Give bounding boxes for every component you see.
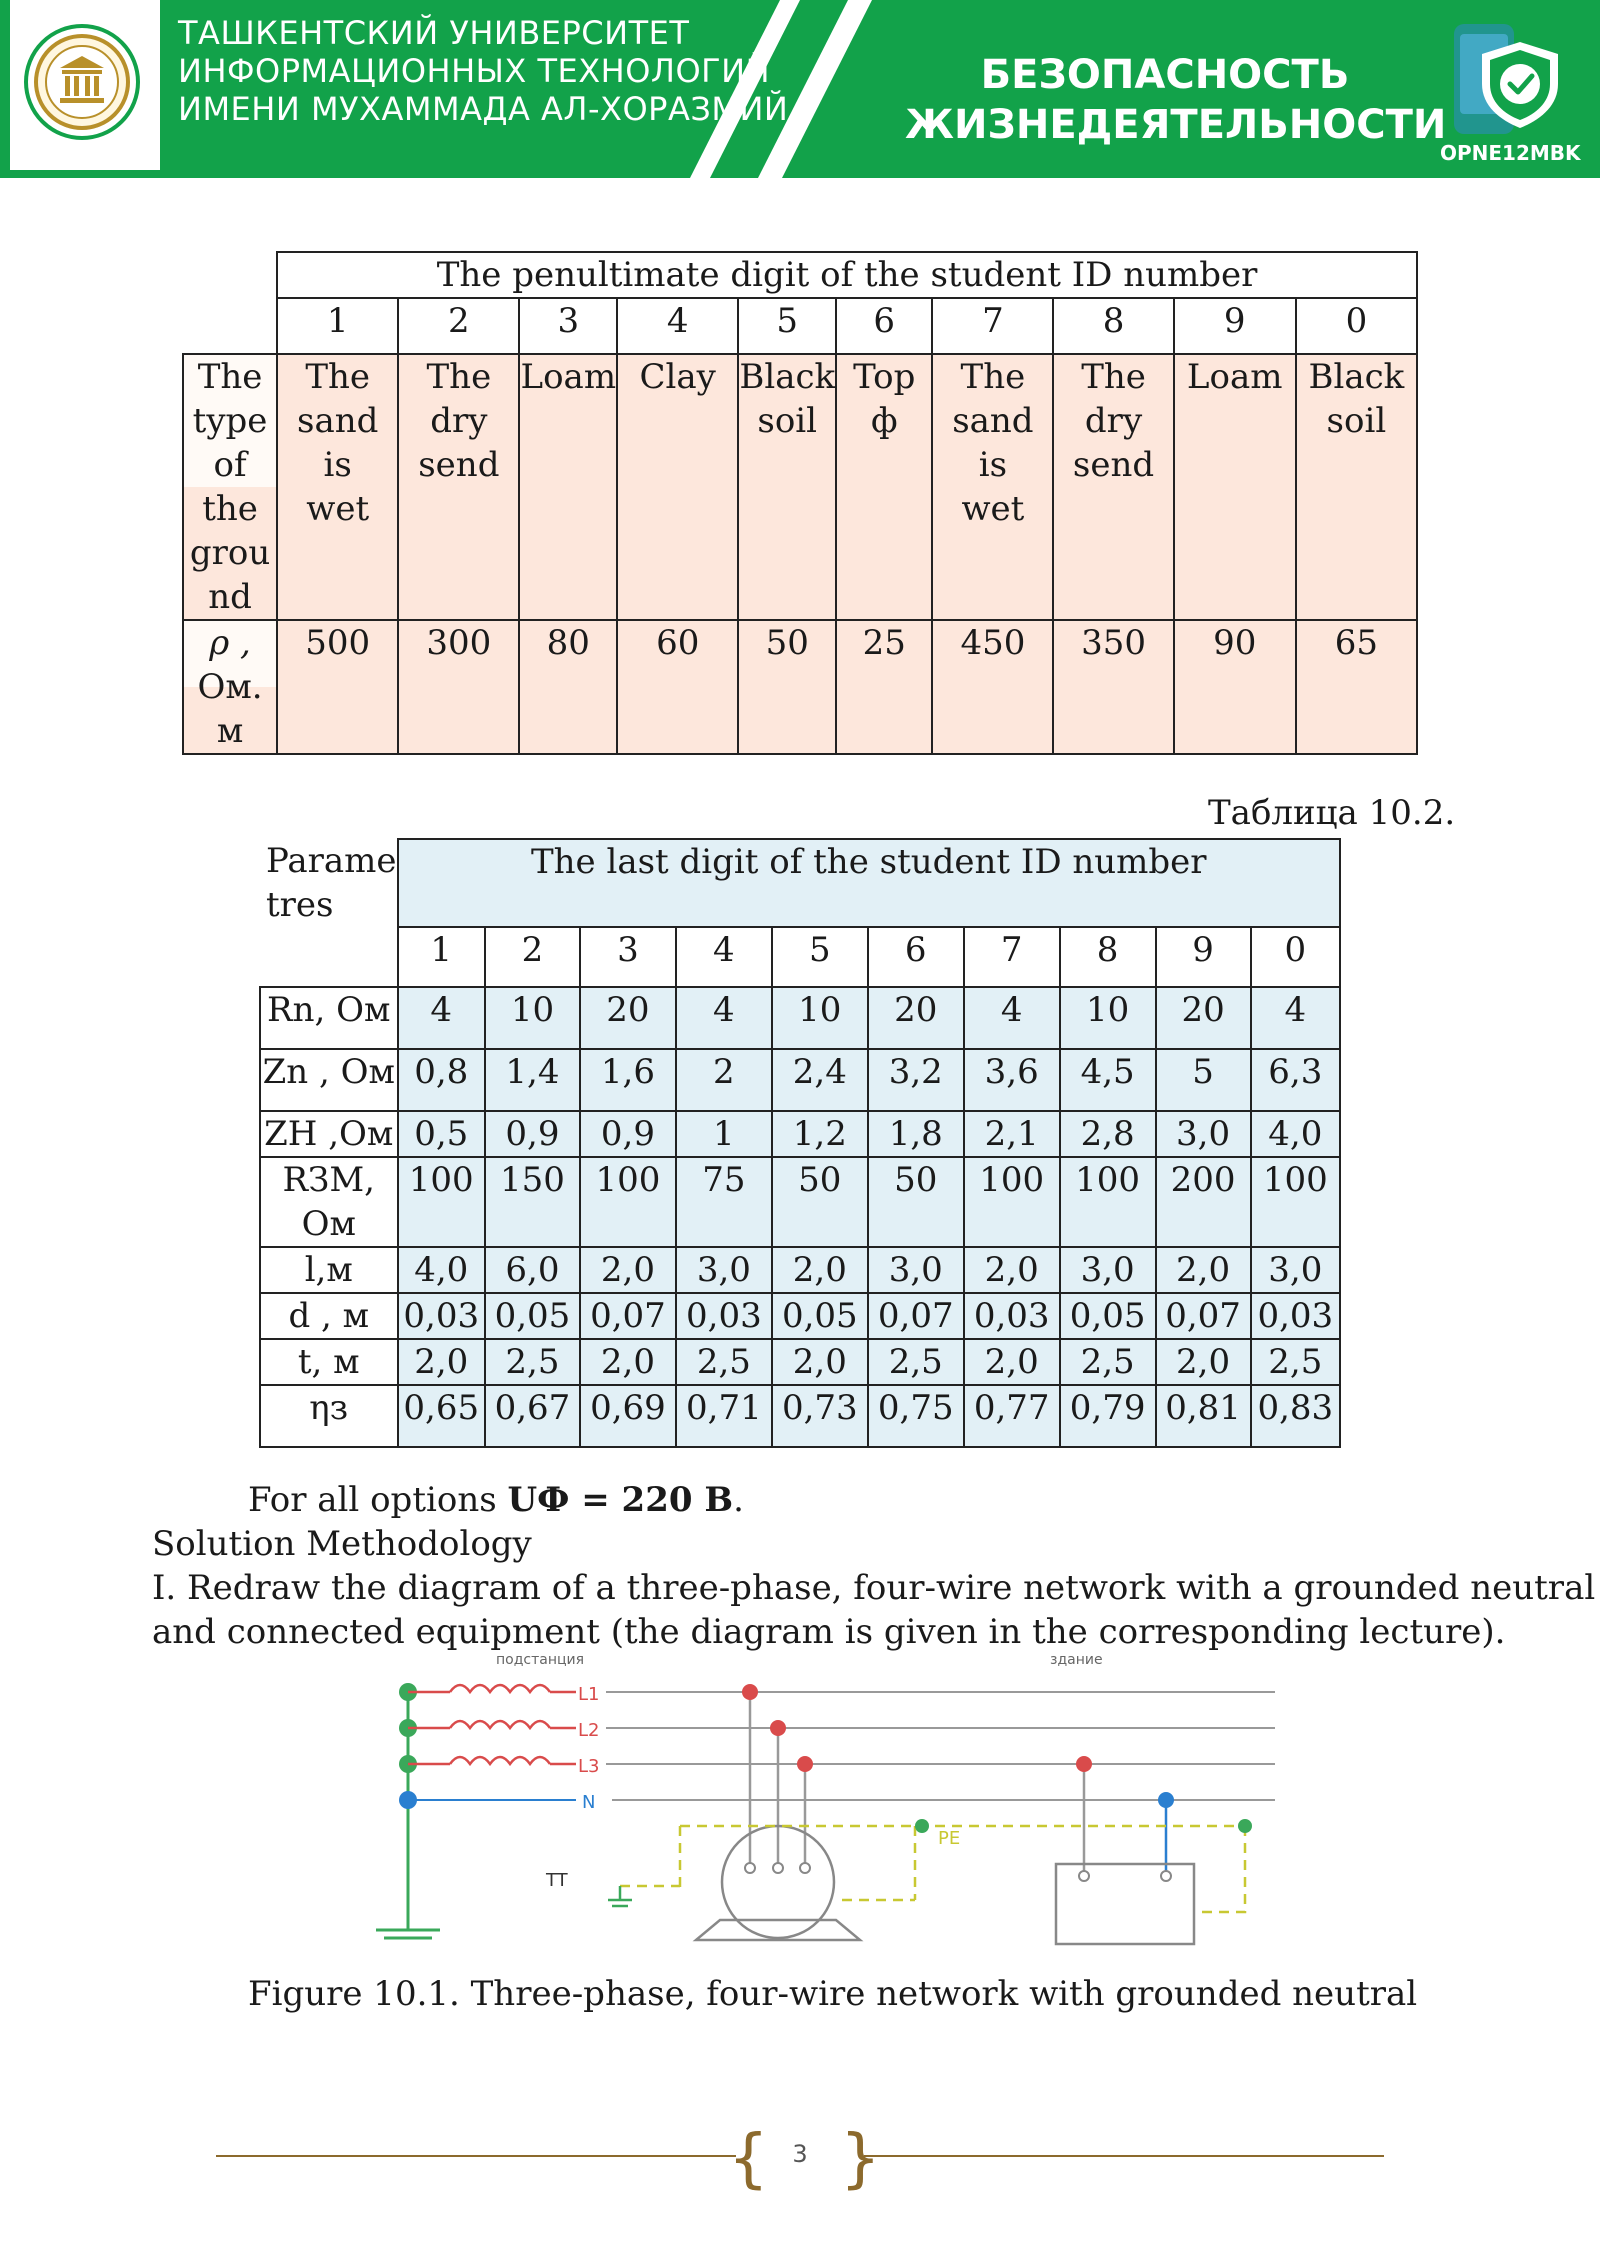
table2-digit: 3 [580, 927, 676, 987]
table2-cell: 2,0 [580, 1339, 676, 1385]
table1-digit: 0 [1296, 298, 1417, 354]
table2-digit: 8 [1060, 927, 1156, 987]
pe-node-building [1238, 1819, 1252, 1833]
table2-cell: 0,65 [398, 1385, 485, 1447]
table2-cell: 2,0 [964, 1339, 1060, 1385]
university-line-1: ТАШКЕНТСКИЙ УНИВЕРСИТЕТ [178, 14, 690, 52]
table1-digit: 7 [932, 298, 1053, 354]
table2-cell: 2,5 [1251, 1339, 1340, 1385]
table1-rho-value: 80 [519, 620, 617, 754]
corner-cell [183, 298, 277, 354]
table1-rho-value: 450 [932, 620, 1053, 754]
table2-row-label: ZН ,Ом [260, 1111, 398, 1157]
table1-soil-cell: Loam [1174, 354, 1296, 620]
table1-rho-value: 65 [1296, 620, 1417, 754]
course-title [905, 50, 1447, 150]
table2-cell: 4,5 [1060, 1049, 1156, 1111]
table2-cell: 200 [1156, 1157, 1251, 1247]
table2-cell: 4,0 [398, 1247, 485, 1293]
footer-brace-right: } [840, 2122, 881, 2196]
table2-cell: 0,03 [676, 1293, 772, 1339]
table1-rho-value: 90 [1174, 620, 1296, 754]
label-l1: L1 [578, 1684, 600, 1705]
table2-row [260, 1157, 1340, 1247]
table2-title: The last digit of the student ID number [398, 839, 1340, 927]
table2-cell: 20 [1156, 987, 1251, 1049]
table2-cell: 3,0 [1251, 1247, 1340, 1293]
table1-soil-label: The type of the grou nd [183, 354, 277, 620]
step1-line-2: and connected equipment (the diagram is given in the corresponding lecture). [152, 1612, 1506, 1652]
table1-soil-cell: The sand is wet [277, 354, 398, 620]
table2-row [260, 1049, 1340, 1111]
course-title-line-2: ЖИЗНЕДЕЯТЕЛЬНОСТИ [905, 102, 1447, 148]
table1-digit: 4 [617, 298, 738, 354]
table2-cell: 0,81 [1156, 1385, 1251, 1447]
page-number: 3 [792, 2140, 808, 2168]
table2-digit: 2 [485, 927, 580, 987]
table2-cell: 0,05 [485, 1293, 580, 1339]
table2-cell: 150 [485, 1157, 580, 1247]
table2-cell: 0,07 [1156, 1293, 1251, 1339]
label-n: N [582, 1792, 596, 1813]
equipment-box [1056, 1864, 1194, 1944]
table2-row-label: Zn , Ом [260, 1049, 398, 1111]
soil-resistivity-table [182, 251, 1418, 755]
table2-row [260, 1111, 1340, 1157]
table2-row-label: RЗМ, Ом [260, 1157, 398, 1247]
table2-cell: 3,0 [676, 1247, 772, 1293]
footer-line-left [216, 2155, 736, 2157]
table2-cell: 20 [868, 987, 964, 1049]
table2-cell: 2,5 [868, 1339, 964, 1385]
table2-cell: 2,0 [398, 1339, 485, 1385]
table2-cell: 2,0 [964, 1247, 1060, 1293]
label-tt: TT [546, 1870, 568, 1891]
table2-row [260, 987, 1340, 1049]
table2-cell: 100 [1060, 1157, 1156, 1247]
l3-building-tap [1076, 1756, 1092, 1772]
table2-cell: 0,05 [1060, 1293, 1156, 1339]
course-code: OPNE12MBK [1440, 141, 1581, 165]
table2-cell: 6,3 [1251, 1049, 1340, 1111]
table2-cell: 0,07 [580, 1293, 676, 1339]
table2-digit: 7 [964, 927, 1060, 987]
table2-cell: 0,67 [485, 1385, 580, 1447]
table2-cell: 3,0 [1156, 1111, 1251, 1157]
table2-cell: 0,03 [398, 1293, 485, 1339]
table2-row-label: t, м [260, 1339, 398, 1385]
table2-cell: 10 [1060, 987, 1156, 1049]
table2-cell: 100 [964, 1157, 1060, 1247]
table1-soil-cell: Black soil [738, 354, 836, 620]
table2-cell: 4 [676, 987, 772, 1049]
table1-rho-value: 350 [1053, 620, 1173, 754]
table1-title: The penultimate digit of the student ID number [277, 252, 1417, 298]
table2-cell: 1,6 [580, 1049, 676, 1111]
table2-cell: 50 [772, 1157, 868, 1247]
table2-row [260, 1247, 1340, 1293]
table2-cell: 3,6 [964, 1049, 1060, 1111]
label-building: здание [1050, 1652, 1103, 1668]
table2-cell: 0,07 [868, 1293, 964, 1339]
table2-cell: 2,0 [580, 1247, 676, 1293]
table2-cell: 2,5 [485, 1339, 580, 1385]
shield-check-icon [1450, 22, 1580, 140]
table2-cell: 2,4 [772, 1049, 868, 1111]
table2-digit: 0 [1251, 927, 1340, 987]
page-header [0, 0, 1600, 178]
table2-cell: 4,0 [1251, 1111, 1340, 1157]
table2-cell: 1,8 [868, 1111, 964, 1157]
table1-digit: 9 [1174, 298, 1296, 354]
table1-digit: 1 [277, 298, 398, 354]
table2-cell: 0,71 [676, 1385, 772, 1447]
network-diagram [350, 1650, 1290, 1960]
table1-soil-cell: Clay [617, 354, 738, 620]
table2-cell: 100 [580, 1157, 676, 1247]
table1-rho-value: 300 [398, 620, 519, 754]
table2-row [260, 1339, 1340, 1385]
table2-cell: 1,4 [485, 1049, 580, 1111]
table2-row [260, 1385, 1340, 1447]
footer-brace-left: { [728, 2122, 769, 2196]
table1-rho-value: 60 [617, 620, 738, 754]
table1-soil-cell: The dry send [1053, 354, 1173, 620]
step1-line-1: I. Redraw the diagram of a three-phase, four-wire network with a grounded neutral [152, 1568, 1596, 1608]
table2-cell: 10 [485, 987, 580, 1049]
table2-cell: 2,0 [1156, 1247, 1251, 1293]
table1-soil-cell: The sand is wet [932, 354, 1053, 620]
table1-soil-cell: The dry send [398, 354, 519, 620]
table1-digit: 2 [398, 298, 519, 354]
table2-cell: 0,77 [964, 1385, 1060, 1447]
table2-cell: 4 [1251, 987, 1340, 1049]
table1-digit: 6 [836, 298, 932, 354]
label-substation: подстанция [496, 1652, 585, 1668]
table2-row-label: ηз [260, 1385, 398, 1447]
table2-cell: 50 [868, 1157, 964, 1247]
table2-row-label: l,м [260, 1247, 398, 1293]
table2-row [260, 1293, 1340, 1339]
neutral-building-tap [1158, 1792, 1174, 1808]
table2-cell: 3,0 [1060, 1247, 1156, 1293]
table2-cell: 2,5 [1060, 1339, 1156, 1385]
table2-cell: 2,0 [772, 1247, 868, 1293]
table2-cell: 1,2 [772, 1111, 868, 1157]
table2-digit: 1 [398, 927, 485, 987]
table2-cell: 3,2 [868, 1049, 964, 1111]
table2-cell: 75 [676, 1157, 772, 1247]
table1-rho-value: 25 [836, 620, 932, 754]
all-options-line: For all options UФ = 220 В. [248, 1480, 744, 1520]
university-logo [22, 22, 142, 142]
table2-cell: 1 [676, 1111, 772, 1157]
course-title-line-1: БЕЗОПАСНОСТЬ [980, 52, 1350, 98]
label-l2: L2 [578, 1720, 600, 1741]
table1-rho-value: 50 [738, 620, 836, 754]
table2-row-label: Rn, Ом [260, 987, 398, 1049]
label-l3: L3 [578, 1756, 600, 1777]
table1-digit: 3 [519, 298, 617, 354]
table2-cell: 0,8 [398, 1049, 485, 1111]
corner-cell [183, 252, 277, 298]
table2-cell: 0,9 [485, 1111, 580, 1157]
table2-cell: 100 [1251, 1157, 1340, 1247]
table2-caption: Таблица 10.2. [1208, 793, 1456, 833]
table2-digit: 4 [676, 927, 772, 987]
table2-cell: 0,5 [398, 1111, 485, 1157]
table2-cell: 0,75 [868, 1385, 964, 1447]
table2-cell: 2,0 [772, 1339, 868, 1385]
table2-cell: 4 [964, 987, 1060, 1049]
figure-caption: Figure 10.1. Three-phase, four-wire network with grounded neutral [248, 1974, 1418, 2014]
param-header: Parame tres [260, 839, 398, 987]
table2-cell: 2,0 [1156, 1339, 1251, 1385]
table2-cell: 2,1 [964, 1111, 1060, 1157]
table1-digit: 5 [738, 298, 836, 354]
pe-node [915, 1819, 929, 1833]
table2-cell: 4 [398, 987, 485, 1049]
l3-tap [797, 1756, 813, 1772]
table2-digit: 9 [1156, 927, 1251, 987]
table2-cell: 6,0 [485, 1247, 580, 1293]
university-line-3: ИМЕНИ МУХАММАДА АЛ-ХОРАЗМИЙ [178, 90, 789, 128]
university-line-2: ИНФОРМАЦИОННЫХ ТЕХНОЛОГИЙ [178, 52, 771, 90]
parameters-table [259, 838, 1341, 1448]
label-pe: PE [938, 1828, 961, 1849]
table2-cell: 0,69 [580, 1385, 676, 1447]
table2-cell: 0,05 [772, 1293, 868, 1339]
table2-row-label: d , м [260, 1293, 398, 1339]
table2-cell: 2 [676, 1049, 772, 1111]
table2-cell: 5 [1156, 1049, 1251, 1111]
footer-line-right [864, 2155, 1384, 2157]
table1-soil-cell: Black soil [1296, 354, 1417, 620]
table2-digit: 6 [868, 927, 964, 987]
table2-cell: 0,79 [1060, 1385, 1156, 1447]
methodology-heading: Solution Methodology [152, 1524, 532, 1564]
table1-soil-cell: Top ф [836, 354, 932, 620]
table2-cell: 10 [772, 987, 868, 1049]
table2-cell: 2,8 [1060, 1111, 1156, 1157]
table2-cell: 2,5 [676, 1339, 772, 1385]
table2-cell: 0,03 [1251, 1293, 1340, 1339]
table2-cell: 0,03 [964, 1293, 1060, 1339]
table2-cell: 20 [580, 987, 676, 1049]
l1-tap [742, 1684, 758, 1700]
table2-cell: 0,83 [1251, 1385, 1340, 1447]
table2-cell: 0,73 [772, 1385, 868, 1447]
university-name [178, 14, 788, 128]
table2-cell: 100 [398, 1157, 485, 1247]
table2-cell: 0,9 [580, 1111, 676, 1157]
table1-soil-cell: Loam [519, 354, 617, 620]
table2-cell: 3,0 [868, 1247, 964, 1293]
table2-digit: 5 [772, 927, 868, 987]
table1-rho-value: 500 [277, 620, 398, 754]
l2-tap [770, 1720, 786, 1736]
table1-rho-label: ρ , Ом. м [183, 620, 277, 754]
table1-digit: 8 [1053, 298, 1173, 354]
